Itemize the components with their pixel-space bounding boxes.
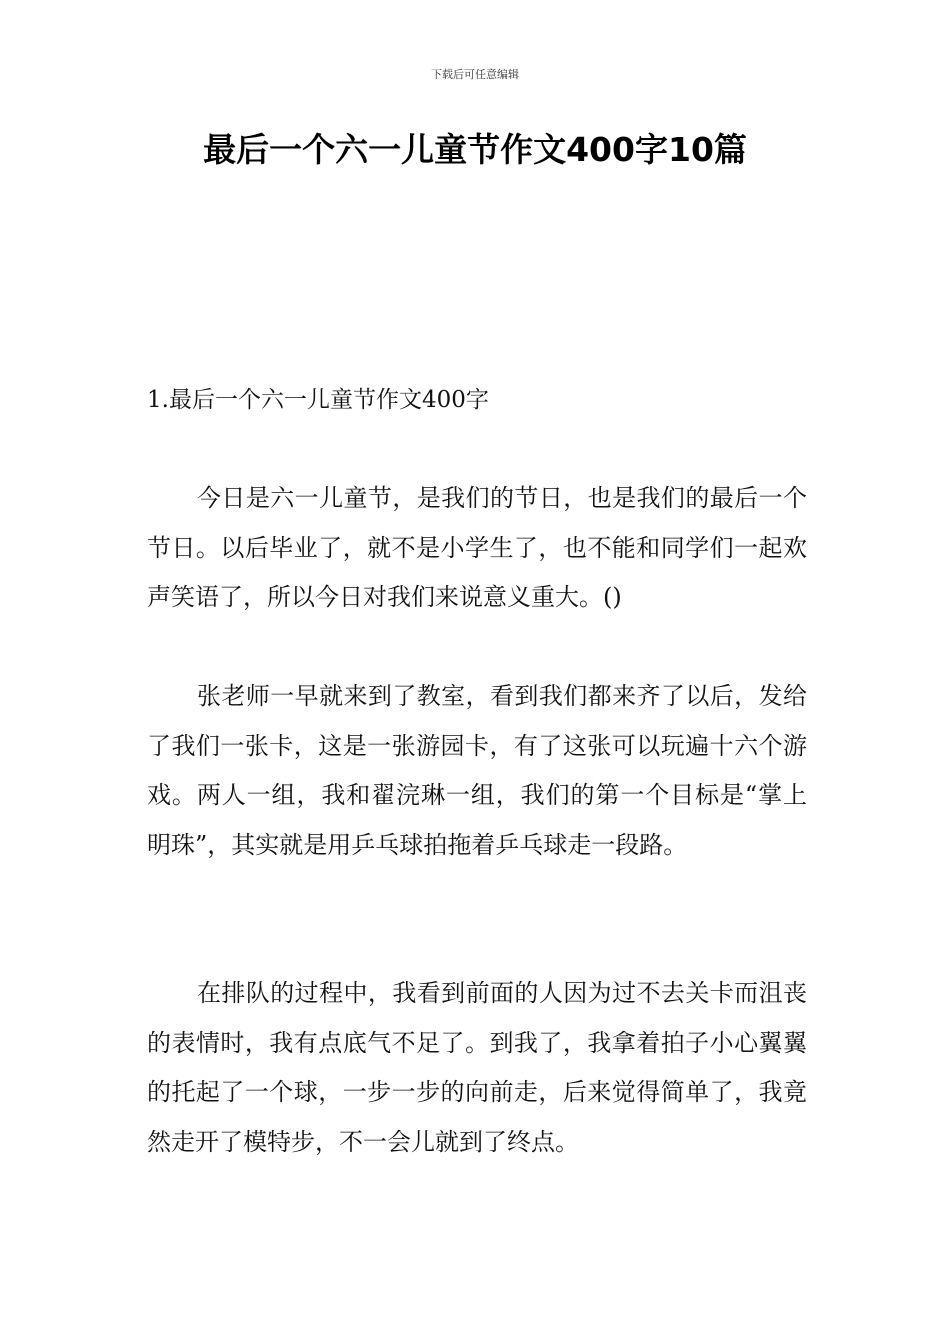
section-heading: 1.最后一个六一儿童节作文400字: [147, 387, 489, 413]
paragraph-1: 今日是六一儿童节，是我们的节日，也是我们的最后一个节日。以后毕业了，就不是小学生了，也不能和同学们一起欢声笑语了，所以今日对我们来说意义重大。(): [147, 484, 807, 611]
document-title: 最后一个六一儿童节作文400字10篇: [203, 130, 747, 169]
page-header-note: 下载后可任意编辑: [431, 68, 519, 81]
paragraph-3: 在排队的过程中，我看到前面的人因为过不去关卡而沮丧的表情时，我有点底气不足了。到我了，我拿着拍子小心翼翼的托起了一个球，一步一步的向前走，后来觉得简单了，我竟然走开了模特步，不一会儿就到了终点。: [147, 979, 807, 1156]
paragraph-2: 张老师一早就来到了教室，看到我们都来齐了以后，发给了我们一张卡，这是一张游园卡，有了这张可以玩遍十六个游戏。两人一组，我和翟浣琳一组，我们的第一个目标是“掌上明珠”，其实就是用乒乓球拍拖着乒乓球走一段路。: [147, 682, 807, 859]
